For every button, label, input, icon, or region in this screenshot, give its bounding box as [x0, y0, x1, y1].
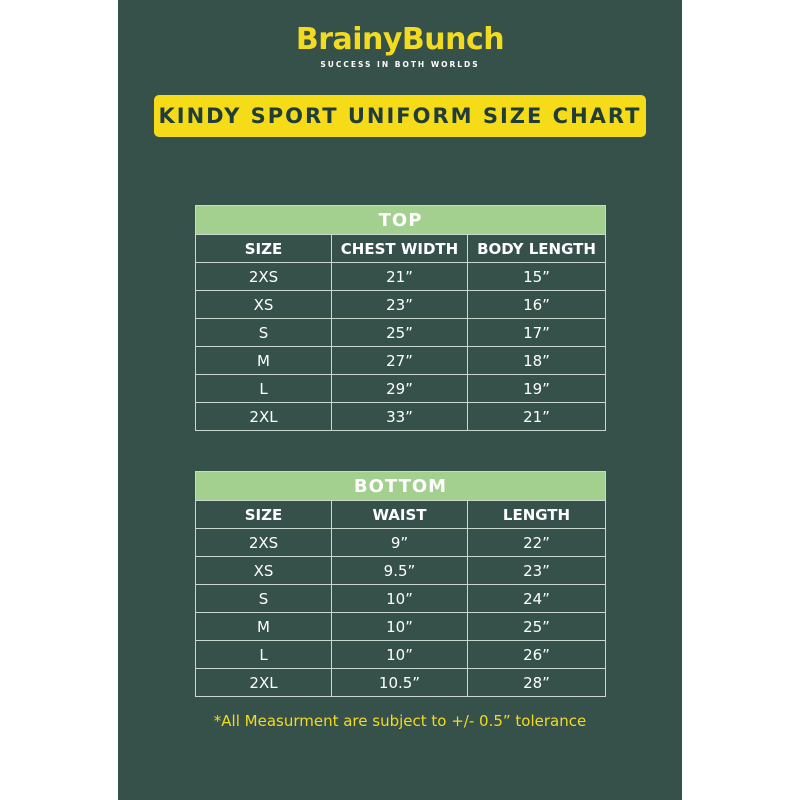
- waist-cell: 10”: [332, 641, 468, 669]
- size-cell: XS: [196, 291, 332, 319]
- size-cell: 2XS: [196, 529, 332, 557]
- column-header: SIZE: [196, 235, 332, 263]
- table-row: [196, 529, 606, 557]
- table-row: [196, 375, 606, 403]
- length-cell: 25”: [468, 613, 606, 641]
- table-row: [196, 347, 606, 375]
- length-cell: 23”: [468, 557, 606, 585]
- waist-cell: 9”: [332, 529, 468, 557]
- waist-cell: 10”: [332, 585, 468, 613]
- body-length-cell: 17”: [468, 319, 606, 347]
- size-cell: L: [196, 375, 332, 403]
- bottom-table-caption: BOTTOM: [196, 472, 606, 501]
- bottom-size-table: [195, 471, 606, 697]
- column-header: WAIST: [332, 501, 468, 529]
- body-length-cell: 15”: [468, 263, 606, 291]
- bottom-table-header-row: [196, 501, 606, 529]
- brand-tagline: SUCCESS IN BOTH WORLDS: [320, 60, 480, 69]
- chest-width-cell: 21”: [332, 263, 468, 291]
- chest-width-cell: 33”: [332, 403, 468, 431]
- column-header: CHEST WIDTH: [332, 235, 468, 263]
- top-table-header-row: [196, 235, 606, 263]
- table-row: [196, 263, 606, 291]
- chart-title: KINDY SPORT UNIFORM SIZE CHART: [158, 104, 642, 128]
- chest-width-cell: 23”: [332, 291, 468, 319]
- waist-cell: 9.5”: [332, 557, 468, 585]
- size-cell: L: [196, 641, 332, 669]
- column-header: LENGTH: [468, 501, 606, 529]
- column-header: BODY LENGTH: [468, 235, 606, 263]
- column-header: SIZE: [196, 501, 332, 529]
- table-row: [196, 641, 606, 669]
- size-cell: 2XL: [196, 669, 332, 697]
- size-cell: S: [196, 585, 332, 613]
- size-cell: S: [196, 319, 332, 347]
- size-chart-panel: [118, 0, 682, 800]
- top-size-table: [195, 205, 606, 431]
- waist-cell: 10.5”: [332, 669, 468, 697]
- table-row: [196, 669, 606, 697]
- size-cell: 2XL: [196, 403, 332, 431]
- body-length-cell: 18”: [468, 347, 606, 375]
- waist-cell: 10”: [332, 613, 468, 641]
- table-row: [196, 291, 606, 319]
- table-row: [196, 319, 606, 347]
- chest-width-cell: 25”: [332, 319, 468, 347]
- size-cell: 2XS: [196, 263, 332, 291]
- length-cell: 26”: [468, 641, 606, 669]
- body-length-cell: 16”: [468, 291, 606, 319]
- chest-width-cell: 29”: [332, 375, 468, 403]
- chart-title-banner: [154, 95, 646, 137]
- top-table-caption: TOP: [196, 206, 606, 235]
- tolerance-note: *All Measurment are subject to +/- 0.5” tolerance: [213, 712, 587, 730]
- body-length-cell: 21”: [468, 403, 606, 431]
- size-cell: M: [196, 347, 332, 375]
- chest-width-cell: 27”: [332, 347, 468, 375]
- length-cell: 22”: [468, 529, 606, 557]
- table-row: [196, 403, 606, 431]
- length-cell: 28”: [468, 669, 606, 697]
- brand-logo: BrainyBunch: [295, 22, 505, 57]
- table-row: [196, 613, 606, 641]
- size-cell: XS: [196, 557, 332, 585]
- body-length-cell: 19”: [468, 375, 606, 403]
- table-row: [196, 585, 606, 613]
- table-row: [196, 557, 606, 585]
- size-cell: M: [196, 613, 332, 641]
- length-cell: 24”: [468, 585, 606, 613]
